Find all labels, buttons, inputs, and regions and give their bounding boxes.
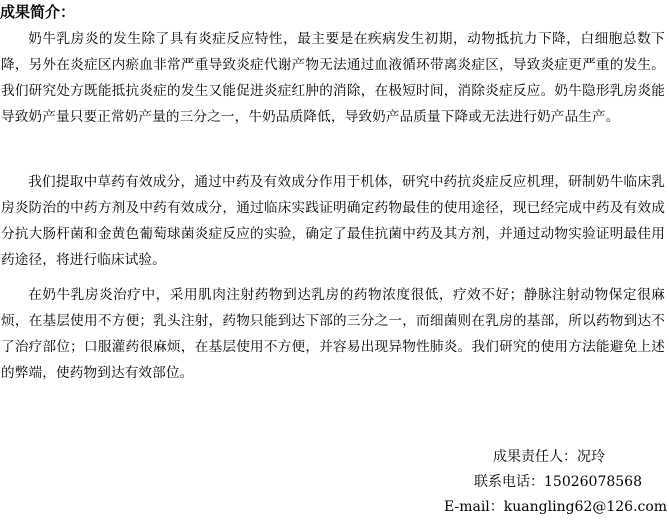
contact-phone-number: 15026078568 bbox=[544, 474, 642, 490]
contact-email-label: E-mail： bbox=[444, 499, 504, 515]
contact-phone-label: 联系电话： bbox=[474, 474, 544, 490]
contact-person-label: 成果责任人： bbox=[493, 449, 577, 465]
section-heading: 成果简介： bbox=[0, 3, 76, 21]
paragraph-treatment-approach: 在奶牛乳房炎治疗中，采用肌肉注射药物到达乳房的药物浓度很低，疗效不好；静脉注射动物保定很麻烦，在基层使用不方便；乳头注射，药物只能到达下部的三分之一，而细菌则在乳房的基部，所以药物到达不了治疗部位；口服灌药很麻烦，在基层使用不方便，并容易出现异物性肺炎。我们研究的使用方法能避免上述的弊端，使药物到达有效部位。 bbox=[1, 287, 665, 381]
contact-email-address: kuangling62@126.com bbox=[503, 499, 668, 515]
contact-phone bbox=[474, 470, 649, 494]
contact-person bbox=[493, 445, 649, 469]
paragraph-mastitis-overview: 奶牛乳房炎的发生除了具有炎症反应特性，最主要是在疾病发生初期，动物抵抗力下降，白细胞总数下降，另外在炎症区内瘀血非常严重导致炎症代谢产物无法通过血液循环带离炎症区，导致炎症更严重的发生。我们研究处方既能抵抗炎症的发生又能促进炎症红肿的消除，在极短时间，消除炎症反应。奶牛隐形乳房炎能导致奶产量只要正常奶产量的三分之一，牛奶品质降低，导致奶产品质量下降或无法进行奶产品生产。 bbox=[1, 31, 665, 125]
contact-email bbox=[444, 495, 668, 519]
paragraph-research-method: 我们提取中草药有效成分，通过中药及有效成分作用于机体，研究中药抗炎症反应机理，研制奶牛临床乳房炎防治的中药方剂及中药有效成分，通过临床实践证明确定药物最佳的使用途径，现已经完成中药及有效成分抗大肠杆菌和金黄色葡萄球菌炎症反应的实验，确定了最佳抗菌中药及其方剂，并通过动物实验证明最佳用药途径，将进行临床试验。 bbox=[1, 174, 665, 268]
contact-person-name: 况玲 bbox=[577, 449, 605, 465]
